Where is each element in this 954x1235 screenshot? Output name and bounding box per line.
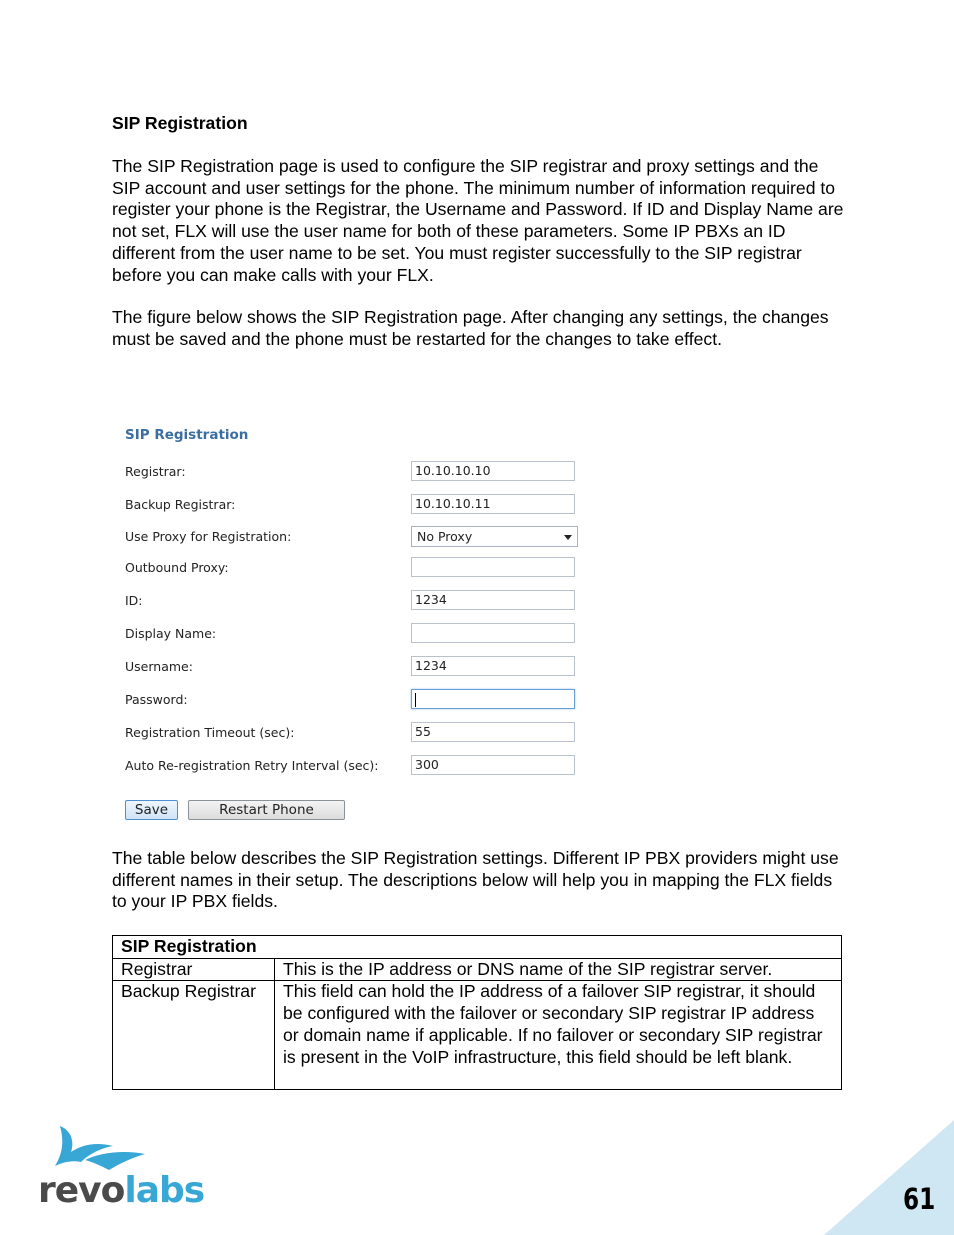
save-button[interactable]: Save [125, 800, 178, 820]
table-header: SIP Registration [113, 936, 842, 959]
logo-revo: revo [38, 1170, 125, 1211]
sip-settings-table [112, 935, 842, 1090]
username-label: Username: [125, 659, 193, 674]
id-row [125, 590, 585, 612]
password-row [125, 689, 585, 711]
section-heading: SIP Registration [112, 113, 248, 133]
form-title: SIP Registration [125, 427, 249, 443]
id-label: ID: [125, 593, 143, 608]
username-row [125, 656, 585, 678]
logo-labs: labs [124, 1170, 205, 1211]
table-intro-paragraph: The table below describes the SIP Registration settings. Different IP PBX providers might use different names in their setup. The descriptions below will help you in mapping the FLX fields to your IP PBX fields. [112, 848, 839, 912]
text-caret [415, 693, 416, 707]
table-header-row [113, 936, 842, 959]
setting-name: Registrar [113, 958, 275, 981]
username-input[interactable]: 1234 [411, 656, 575, 676]
restart-phone-button[interactable]: Restart Phone [188, 800, 345, 820]
display-name-label: Display Name: [125, 626, 217, 641]
use-proxy-selected-value: No Proxy [417, 529, 473, 544]
registration-timeout-row [125, 722, 585, 744]
setting-name: Backup Registrar [113, 981, 275, 1090]
display-name-row [125, 623, 585, 645]
retry-interval-input[interactable]: 300 [411, 755, 575, 775]
intro-paragraph: The SIP Registration page is used to configure the SIP registrar and proxy settings and the SIP account and user settings for the phone. The minimum number of information required to register your phone is the Registrar, the Username and Password. If ID and Display Name are not set, FLX will use the user name for both of these parameters. Some IP PBXs an ID different from the user name to be set. You must register successfully to the SIP registrar before you can make calls with your FLX. [112, 156, 844, 285]
sip-registration-form [118, 420, 588, 830]
registration-timeout-input[interactable]: 55 [411, 722, 575, 742]
outbound-proxy-row [125, 557, 585, 579]
table-row [113, 981, 842, 1090]
backup-registrar-label: Backup Registrar: [125, 497, 236, 512]
password-input[interactable] [411, 689, 575, 709]
display-name-input[interactable] [411, 623, 575, 643]
use-proxy-row [125, 526, 585, 548]
id-input[interactable]: 1234 [411, 590, 575, 610]
table-row [113, 958, 842, 981]
outbound-proxy-input[interactable] [411, 557, 575, 577]
figure-caption: The figure below shows the SIP Registration page. After changing any settings, the changes must be saved and the phone must be restarted for the changes to take effect. [112, 307, 829, 349]
page-corner-triangle [824, 1120, 954, 1235]
backup-registrar-row [125, 494, 585, 516]
page-number: 61 [903, 1182, 936, 1216]
retry-interval-label: Auto Re-registration Retry Interval (sec): [125, 758, 379, 773]
chevron-down-icon [564, 535, 572, 540]
setting-description: This is the IP address or DNS name of the SIP registrar server. [275, 958, 842, 981]
setting-description: This field can hold the IP address of a failover SIP registrar, it should be configured with the failover or secondary SIP registrar IP address or domain name if applicable. If no failover or secondary SIP registrar is present in the VoIP infrastructure, this field should be left blank. [275, 981, 842, 1090]
registrar-input[interactable]: 10.10.10.10 [411, 461, 575, 481]
outbound-proxy-label: Outbound Proxy: [125, 560, 229, 575]
retry-interval-row [125, 755, 585, 777]
registrar-row [125, 461, 585, 483]
registration-timeout-label: Registration Timeout (sec): [125, 725, 295, 740]
backup-registrar-input[interactable]: 10.10.10.11 [411, 494, 575, 514]
use-proxy-select[interactable] [411, 526, 578, 547]
revolabs-logo [38, 1170, 204, 1211]
registrar-label: Registrar: [125, 464, 186, 479]
use-proxy-label: Use Proxy for Registration: [125, 529, 292, 544]
password-label: Password: [125, 692, 188, 707]
